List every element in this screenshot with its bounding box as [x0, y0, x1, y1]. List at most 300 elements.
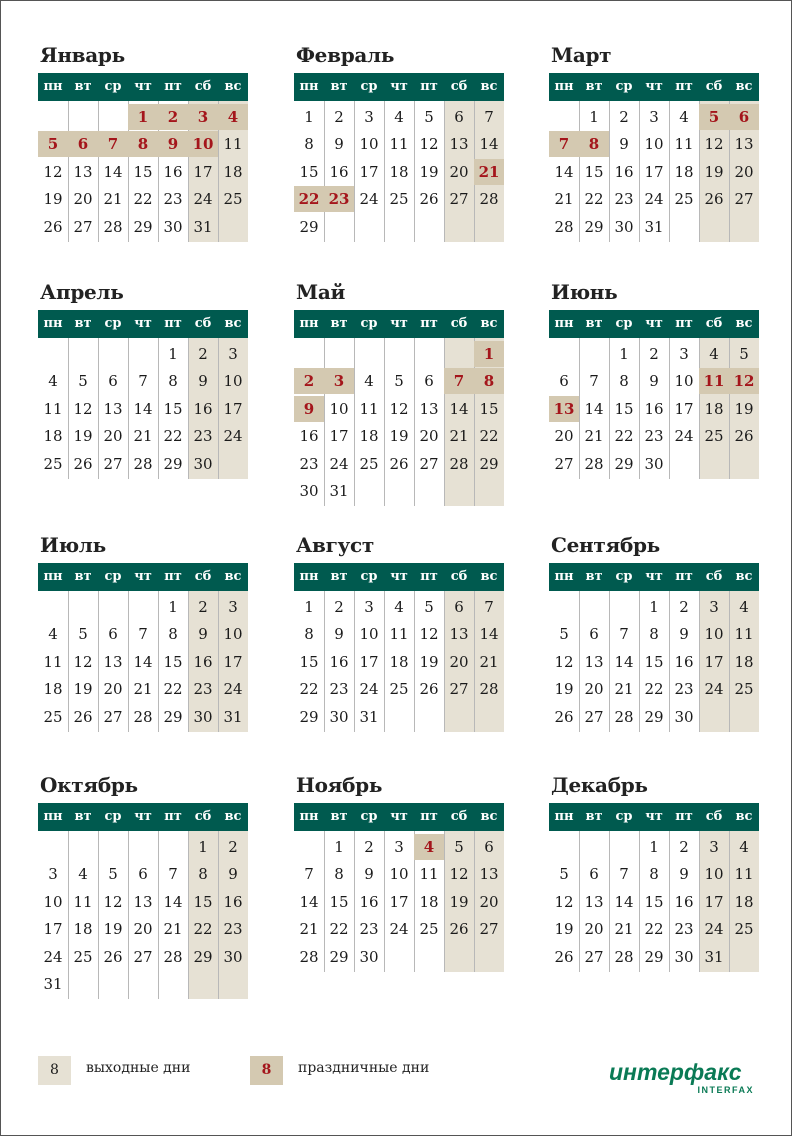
weekday-label: чт [390, 316, 408, 331]
weekend-day: 11 [734, 625, 754, 644]
weekend-day: 25 [223, 190, 243, 209]
day-cell: 20 [133, 920, 153, 939]
day-cell: 8 [334, 865, 344, 884]
weekend-day: 28 [449, 454, 469, 473]
day-cell: 30 [329, 707, 349, 726]
weekday-label: вт [585, 809, 603, 824]
legend-holiday-label: праздничные дни [298, 1060, 430, 1076]
weekend-day: 10 [223, 372, 243, 391]
weekday-label: чт [645, 569, 663, 584]
day-cell: 4 [394, 108, 404, 126]
day-cell: 14 [103, 162, 123, 181]
day-cell: 15 [584, 162, 604, 181]
day-cell: 18 [674, 162, 694, 181]
weekend-day: 18 [223, 162, 243, 181]
day-cell: 8 [304, 625, 314, 644]
day-cell: 21 [133, 680, 153, 699]
holiday-day: 11 [703, 372, 725, 391]
day-cell: 7 [304, 865, 314, 884]
weekday-label: ср [360, 316, 378, 331]
weekend-day: 20 [479, 892, 499, 911]
day-cell: 11 [419, 865, 439, 884]
day-cell: 11 [73, 892, 93, 911]
weekday-label: пн [43, 809, 63, 824]
day-cell: 20 [73, 190, 93, 209]
day-cell: 28 [133, 707, 153, 726]
weekday-label: пн [299, 316, 319, 331]
weekday-header [294, 73, 504, 101]
day-cell: 30 [163, 217, 183, 236]
day-cell: 13 [584, 892, 604, 911]
weekday-label: пт [420, 316, 438, 331]
weekend-day: 27 [449, 190, 469, 209]
weekend-day: 29 [479, 454, 499, 473]
weekday-label: чт [134, 316, 152, 331]
day-cell: 3 [679, 345, 689, 363]
weekday-label: пт [164, 79, 182, 94]
day-cell: 30 [614, 217, 634, 236]
weekend-day: 6 [454, 598, 464, 616]
weekday-header [549, 310, 759, 338]
weekend-day: 20 [449, 162, 469, 181]
day-cell: 17 [389, 892, 409, 911]
weekday-label: пт [164, 809, 182, 824]
day-cell: 17 [359, 162, 379, 181]
day-cell: 16 [359, 892, 379, 911]
holiday-day: 23 [328, 190, 350, 209]
weekday-label: чт [134, 569, 152, 584]
day-cell: 27 [103, 454, 123, 473]
weekday-label: пн [554, 569, 574, 584]
weekday-label: сб [450, 809, 468, 824]
weekend-day: 13 [449, 135, 469, 154]
day-cell: 26 [73, 707, 93, 726]
day-cell: 4 [48, 372, 58, 391]
weekday-label: вс [735, 809, 753, 824]
weekday-label: сб [705, 809, 723, 824]
holiday-day: 1 [137, 108, 149, 126]
weekend-day: 8 [198, 865, 208, 884]
day-cell: 10 [329, 399, 349, 418]
day-cell: 1 [334, 838, 344, 856]
day-cell: 28 [133, 454, 153, 473]
day-cell: 8 [649, 625, 659, 644]
day-cell: 12 [389, 399, 409, 418]
weekday-label: вс [224, 569, 242, 584]
day-cell: 16 [163, 162, 183, 181]
weekend-day: 17 [223, 399, 243, 418]
weekday-label: вс [224, 809, 242, 824]
day-cell: 22 [614, 427, 634, 446]
weekday-label: ср [615, 316, 633, 331]
weekday-header [294, 563, 504, 591]
weekend-day: 12 [704, 135, 724, 154]
day-cell: 1 [168, 598, 178, 616]
day-cell: 17 [674, 399, 694, 418]
day-cell: 22 [299, 680, 319, 699]
weekday-label: пт [675, 569, 693, 584]
day-cell: 28 [163, 947, 183, 966]
weekday-header [549, 73, 759, 101]
day-cell: 1 [589, 108, 599, 126]
weekend-day: 17 [193, 162, 213, 181]
day-cell: 6 [108, 372, 118, 391]
weekend-day: 13 [449, 625, 469, 644]
day-cell: 5 [394, 372, 404, 391]
weekday-header [38, 310, 248, 338]
weekend-day: 6 [454, 108, 464, 126]
weekend-day: 19 [734, 399, 754, 418]
weekday-header [294, 310, 504, 338]
day-cell: 2 [679, 598, 689, 616]
day-cell: 28 [584, 454, 604, 473]
weekend-day: 24 [704, 680, 724, 699]
day-cell: 21 [163, 920, 183, 939]
day-cell: 9 [334, 135, 344, 154]
weekend-day: 25 [734, 680, 754, 699]
holiday-day: 6 [77, 135, 89, 154]
weekend-day: 15 [193, 892, 213, 911]
holiday-day: 5 [708, 108, 720, 126]
day-cell: 29 [133, 217, 153, 236]
day-cell: 28 [103, 217, 123, 236]
day-cell: 11 [43, 652, 63, 671]
month-title: Март [551, 43, 612, 67]
day-cell: 31 [359, 707, 379, 726]
day-cell: 23 [674, 920, 694, 939]
weekend-day: 27 [734, 190, 754, 209]
day-cell: 23 [644, 427, 664, 446]
day-cell: 11 [674, 135, 694, 154]
day-cell: 6 [559, 372, 569, 391]
holiday-day: 21 [478, 162, 500, 181]
day-cell: 1 [304, 108, 314, 126]
day-cell: 26 [103, 947, 123, 966]
day-cell: 22 [584, 190, 604, 209]
day-cell: 26 [419, 190, 439, 209]
day-cell: 30 [674, 947, 694, 966]
day-cell: 3 [364, 108, 374, 126]
weekend-day: 3 [709, 598, 719, 616]
weekday-label: ср [104, 809, 122, 824]
holiday-day: 2 [167, 108, 179, 126]
weekday-label: пн [299, 569, 319, 584]
day-cell: 6 [589, 865, 599, 884]
weekday-label: вс [735, 316, 753, 331]
weekend-day: 7 [484, 598, 494, 616]
weekend-day: 3 [228, 598, 238, 616]
day-cell: 19 [73, 427, 93, 446]
holiday-day: 7 [453, 372, 465, 391]
weekend-column [444, 338, 474, 506]
day-cell: 7 [589, 372, 599, 391]
day-cell: 29 [584, 217, 604, 236]
weekend-day: 4 [709, 345, 719, 363]
day-cell: 25 [389, 190, 409, 209]
weekday-label: вт [585, 316, 603, 331]
day-cell: 3 [649, 108, 659, 126]
day-cell: 10 [674, 372, 694, 391]
day-cell: 4 [679, 108, 689, 126]
holiday-day: 9 [167, 135, 179, 154]
weekday-label: вт [330, 316, 348, 331]
day-cell: 29 [329, 947, 349, 966]
holiday-day: 8 [137, 135, 149, 154]
day-cell: 5 [559, 865, 569, 884]
day-cell: 13 [133, 892, 153, 911]
weekday-label: сб [194, 79, 212, 94]
weekday-label: пн [43, 79, 63, 94]
day-cell: 17 [359, 652, 379, 671]
weekend-day: 24 [223, 427, 243, 446]
day-cell: 13 [584, 652, 604, 671]
day-cell: 21 [614, 680, 634, 699]
day-cell: 8 [168, 372, 178, 391]
legend-weekend-sample: 8 [38, 1056, 71, 1085]
month-title: Декабрь [551, 773, 648, 797]
holiday-day: 9 [303, 399, 315, 418]
weekend-day: 24 [704, 920, 724, 939]
weekday-label: сб [194, 316, 212, 331]
day-cell: 14 [554, 162, 574, 181]
weekday-header [549, 803, 759, 831]
day-cell: 30 [359, 947, 379, 966]
weekend-day: 2 [198, 345, 208, 363]
holiday-day: 10 [192, 135, 214, 154]
holiday-day: 8 [588, 135, 600, 154]
holiday-day: 3 [197, 108, 209, 126]
weekend-day: 22 [479, 427, 499, 446]
weekday-label: ср [104, 316, 122, 331]
day-cell: 3 [394, 838, 404, 856]
day-cell: 2 [334, 598, 344, 616]
weekday-label: пн [43, 316, 63, 331]
holiday-day: 6 [738, 108, 750, 126]
day-cell: 28 [614, 947, 634, 966]
weekend-day: 20 [449, 652, 469, 671]
weekday-label: вт [74, 316, 92, 331]
holiday-day: 4 [423, 838, 435, 856]
weekday-header [38, 73, 248, 101]
day-cell: 20 [584, 680, 604, 699]
day-cell: 18 [73, 920, 93, 939]
weekend-day: 4 [739, 598, 749, 616]
weekend-day: 30 [223, 947, 243, 966]
day-cell: 26 [73, 454, 93, 473]
day-cell: 8 [619, 372, 629, 391]
day-cell: 6 [424, 372, 434, 391]
weekday-label: пт [420, 569, 438, 584]
day-cell: 5 [108, 865, 118, 884]
weekend-day: 9 [198, 625, 208, 644]
day-cell: 29 [644, 947, 664, 966]
day-cell: 14 [299, 892, 319, 911]
weekend-day: 21 [449, 427, 469, 446]
column-divider [444, 338, 445, 506]
day-cell: 3 [48, 865, 58, 884]
weekend-day: 14 [479, 135, 499, 154]
day-cell: 27 [419, 454, 439, 473]
day-cell: 25 [419, 920, 439, 939]
day-cell: 14 [614, 892, 634, 911]
day-cell: 26 [554, 947, 574, 966]
weekday-label: вс [480, 79, 498, 94]
holiday-day: 2 [303, 372, 315, 391]
weekend-day: 16 [193, 399, 213, 418]
weekday-label: ср [615, 79, 633, 94]
weekday-label: ср [615, 809, 633, 824]
day-cell: 27 [73, 217, 93, 236]
day-cell: 15 [163, 399, 183, 418]
weekend-day: 31 [193, 217, 213, 236]
weekday-label: пт [164, 316, 182, 331]
day-cell: 21 [103, 190, 123, 209]
day-cell: 5 [424, 108, 434, 126]
day-cell: 12 [554, 652, 574, 671]
day-cell: 10 [644, 135, 664, 154]
day-cell: 20 [584, 920, 604, 939]
month-title: Июль [40, 533, 106, 557]
weekday-label: пн [554, 809, 574, 824]
day-cell: 27 [584, 707, 604, 726]
holiday-day: 13 [553, 399, 575, 418]
weekday-label: сб [450, 316, 468, 331]
weekday-label: чт [134, 79, 152, 94]
day-cell: 19 [43, 190, 63, 209]
day-cell: 19 [103, 920, 123, 939]
day-cell: 21 [299, 920, 319, 939]
holiday-day: 12 [733, 372, 755, 391]
weekday-label: ср [104, 79, 122, 94]
day-cell: 25 [73, 947, 93, 966]
weekend-day: 4 [739, 838, 749, 856]
month-title: Ноябрь [296, 773, 383, 797]
weekday-label: вс [224, 79, 242, 94]
interfax-logo [609, 1055, 755, 1097]
day-cell: 21 [584, 427, 604, 446]
day-cell: 1 [168, 345, 178, 363]
weekend-day: 5 [454, 838, 464, 856]
weekday-label: ср [615, 569, 633, 584]
day-cell: 6 [138, 865, 148, 884]
day-cell: 18 [359, 427, 379, 446]
day-cell: 22 [163, 680, 183, 699]
day-cell: 16 [329, 652, 349, 671]
day-cell: 11 [389, 135, 409, 154]
day-cell: 23 [614, 190, 634, 209]
day-cell: 14 [133, 399, 153, 418]
day-cell: 26 [389, 454, 409, 473]
weekend-day: 5 [739, 345, 749, 363]
day-cell: 30 [674, 707, 694, 726]
day-cell: 23 [359, 920, 379, 939]
weekend-day: 6 [484, 838, 494, 856]
day-cell: 12 [554, 892, 574, 911]
weekday-label: чт [390, 569, 408, 584]
weekday-label: ср [104, 569, 122, 584]
day-cell: 18 [389, 652, 409, 671]
day-cell: 2 [679, 838, 689, 856]
weekday-label: чт [645, 79, 663, 94]
day-cell: 15 [614, 399, 634, 418]
day-cell: 28 [614, 707, 634, 726]
day-cell: 15 [644, 892, 664, 911]
day-cell: 9 [364, 865, 374, 884]
day-cell: 5 [78, 625, 88, 644]
day-cell: 17 [644, 162, 664, 181]
day-cell: 7 [619, 625, 629, 644]
day-cell: 11 [389, 625, 409, 644]
weekday-label: сб [705, 316, 723, 331]
weekend-day: 21 [479, 652, 499, 671]
weekday-label: пт [675, 316, 693, 331]
weekend-day: 14 [479, 625, 499, 644]
day-cell: 19 [389, 427, 409, 446]
column-divider [158, 831, 159, 999]
day-cell: 25 [359, 454, 379, 473]
day-cell: 29 [163, 707, 183, 726]
day-cell: 13 [103, 399, 123, 418]
weekday-label: вс [480, 569, 498, 584]
day-cell: 24 [359, 680, 379, 699]
month-title: Июнь [551, 280, 618, 304]
legend-holiday-sample: 8 [250, 1056, 283, 1085]
weekday-label: сб [705, 79, 723, 94]
day-cell: 12 [73, 652, 93, 671]
day-cell: 1 [304, 598, 314, 616]
day-cell: 22 [163, 427, 183, 446]
weekend-day: 3 [709, 838, 719, 856]
day-cell: 9 [619, 135, 629, 154]
day-cell: 15 [644, 652, 664, 671]
weekend-day: 13 [734, 135, 754, 154]
weekday-label: чт [645, 316, 663, 331]
weekend-day: 28 [479, 190, 499, 209]
day-cell: 7 [168, 865, 178, 884]
day-cell: 26 [554, 707, 574, 726]
weekday-label: сб [194, 569, 212, 584]
day-cell: 14 [163, 892, 183, 911]
weekend-day: 26 [734, 427, 754, 446]
holiday-day: 5 [47, 135, 59, 154]
weekday-header [549, 563, 759, 591]
day-cell: 23 [329, 680, 349, 699]
weekend-day: 23 [223, 920, 243, 939]
weekday-label: пн [43, 569, 63, 584]
weekend-day: 22 [193, 920, 213, 939]
day-cell: 20 [103, 680, 123, 699]
month-title: Май [296, 280, 346, 304]
day-cell: 16 [674, 892, 694, 911]
day-cell: 11 [43, 399, 63, 418]
weekday-label: чт [134, 809, 152, 824]
day-cell: 14 [614, 652, 634, 671]
day-cell: 14 [133, 652, 153, 671]
holiday-day: 7 [107, 135, 119, 154]
weekend-day: 23 [193, 680, 213, 699]
weekend-day: 27 [449, 680, 469, 699]
weekday-label: пн [299, 79, 319, 94]
weekday-label: пн [299, 809, 319, 824]
day-cell: 31 [43, 975, 63, 993]
day-cell: 24 [43, 947, 63, 966]
weekend-day: 10 [223, 625, 243, 644]
weekend-day: 14 [449, 399, 469, 418]
weekend-day: 3 [228, 345, 238, 363]
day-cell: 2 [364, 838, 374, 856]
weekday-label: чт [390, 79, 408, 94]
day-cell: 31 [644, 217, 664, 236]
